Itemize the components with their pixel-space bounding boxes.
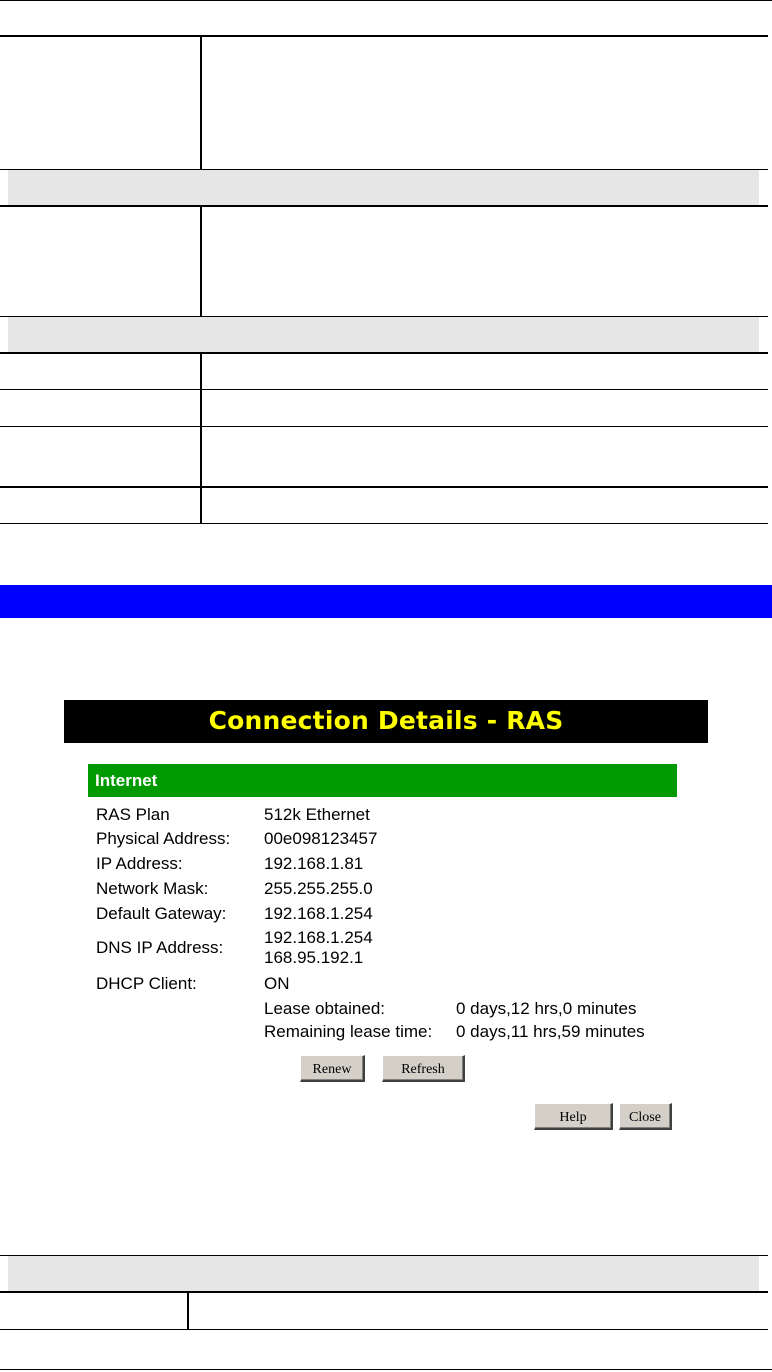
dns-ip-address-secondary: 168.95.192.1 xyxy=(264,948,364,967)
table-rule xyxy=(0,1291,768,1293)
lease-obtained-label: Lease obtained: xyxy=(264,999,385,1018)
table-rule xyxy=(0,523,768,524)
dhcp-client-value: ON xyxy=(264,974,290,993)
network-mask-value: 255.255.255.0 xyxy=(264,879,373,898)
table-column-divider xyxy=(200,354,202,524)
table-rule xyxy=(0,486,768,488)
table-rule xyxy=(0,389,768,390)
table-rule xyxy=(0,1329,768,1330)
section-title: Internet xyxy=(95,771,158,790)
default-gateway-label: Default Gateway: xyxy=(96,904,227,923)
table-section-row xyxy=(8,170,759,205)
table-rule xyxy=(0,426,768,427)
renew-button[interactable]: Renew xyxy=(300,1055,365,1082)
chapter-banner xyxy=(0,585,772,618)
table-rule xyxy=(0,352,768,354)
ip-address-value: 192.168.1.81 xyxy=(264,854,364,873)
ras-plan-value: 512k Ethernet xyxy=(264,805,370,824)
section-header xyxy=(88,764,677,797)
help-button[interactable]: Help xyxy=(534,1103,613,1130)
dns-ip-address-label: DNS IP Address: xyxy=(96,938,224,957)
dhcp-client-label: DHCP Client: xyxy=(96,974,197,993)
physical-address-value: 00e098123457 xyxy=(264,829,378,848)
table-column-divider xyxy=(200,207,202,316)
default-gateway-value: 192.168.1.254 xyxy=(264,904,373,923)
ip-address-label: IP Address: xyxy=(96,854,183,873)
screen-title-bar xyxy=(64,700,708,743)
screen-title: Connection Details - RAS xyxy=(208,706,564,735)
table-section-row xyxy=(8,317,759,352)
dns-ip-address-primary: 192.168.1.254 xyxy=(264,928,373,947)
table-section-row xyxy=(8,1256,759,1291)
table-column-divider xyxy=(200,36,202,169)
table-column-divider xyxy=(187,1293,189,1329)
close-button[interactable]: Close xyxy=(619,1103,672,1130)
lease-remaining-value: 0 days,11 hrs,59 minutes xyxy=(456,1022,645,1041)
lease-obtained-value: 0 days,12 hrs,0 minutes xyxy=(456,999,637,1018)
table-rule xyxy=(0,1369,772,1370)
table-rule xyxy=(0,205,768,207)
table-rule xyxy=(0,35,768,37)
network-mask-label: Network Mask: xyxy=(96,879,209,898)
refresh-button[interactable]: Refresh xyxy=(382,1055,465,1082)
lease-remaining-label: Remaining lease time: xyxy=(264,1022,433,1041)
physical-address-label: Physical Address: xyxy=(96,829,231,848)
table-rule xyxy=(0,0,772,1)
ras-plan-label: RAS Plan xyxy=(96,805,170,824)
